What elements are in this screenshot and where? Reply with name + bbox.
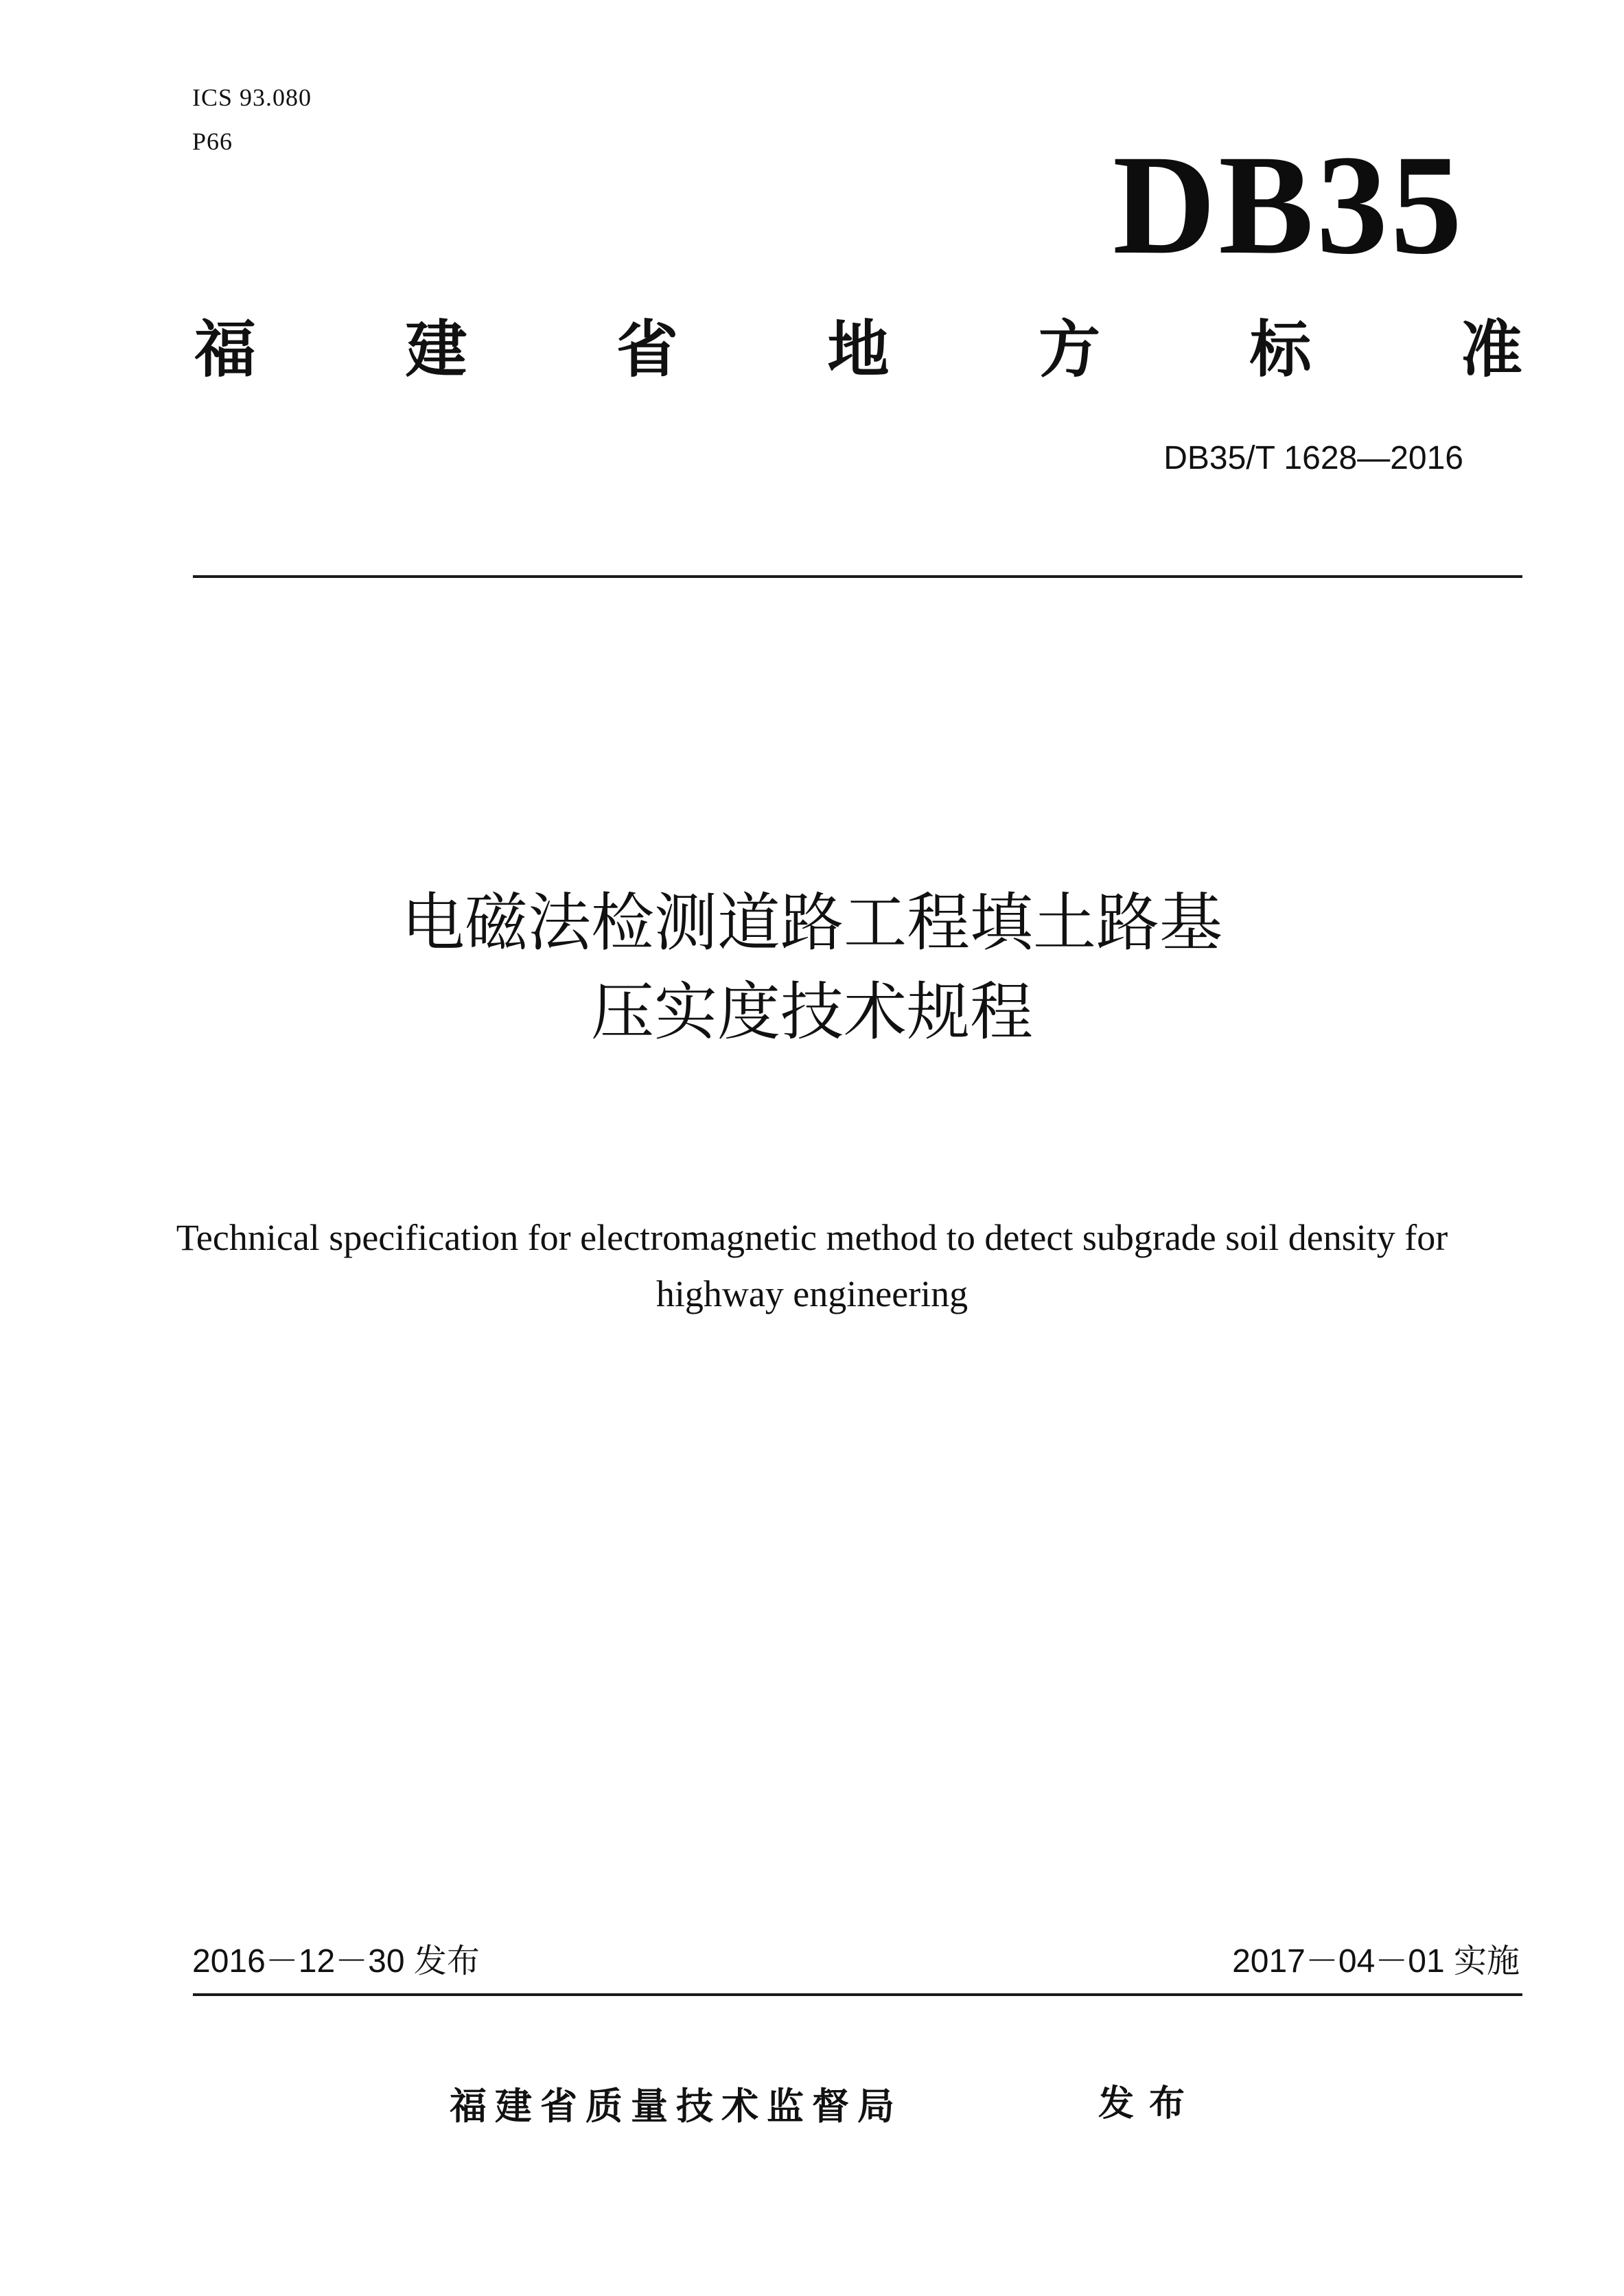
issuing-authority: 福建省质量技术监督局 xyxy=(450,2085,903,2128)
standard-type-char: 标 xyxy=(1249,314,1312,386)
standard-type-char: 福 xyxy=(194,314,256,386)
ics-code: ICS 93.080 xyxy=(192,84,312,111)
english-title xyxy=(124,1209,1500,1322)
standard-type-char: 地 xyxy=(827,314,890,386)
classification-code: P66 xyxy=(192,128,233,155)
chinese-title-line-2: 压实度技术规程 xyxy=(590,975,1033,1049)
chinese-title xyxy=(0,879,1624,1057)
issue-label: 发布 xyxy=(1098,2083,1200,2124)
standard-type-char: 建 xyxy=(405,314,467,386)
bottom-divider xyxy=(193,1993,1522,1996)
english-title-line-2: highway engineering xyxy=(656,1273,968,1314)
publish-date: 2016－12－30 发布 xyxy=(192,1943,480,1980)
top-divider xyxy=(193,575,1522,578)
standard-number: DB35/T 1628—2016 xyxy=(1163,440,1463,476)
db35-logo: DB35 xyxy=(1113,126,1465,283)
standard-type-heading xyxy=(194,312,1522,388)
english-title-line-1: Technical specification for electromagnetic method to detect subgrade soil density for xyxy=(176,1217,1448,1258)
standard-type-char: 方 xyxy=(1039,314,1100,386)
standard-type-char: 省 xyxy=(616,314,678,386)
effective-date: 2017－04－01 实施 xyxy=(1232,1943,1520,1980)
chinese-title-line-1: 电磁法检测道路工程填土路基 xyxy=(401,886,1222,960)
standard-type-char: 准 xyxy=(1461,314,1522,386)
